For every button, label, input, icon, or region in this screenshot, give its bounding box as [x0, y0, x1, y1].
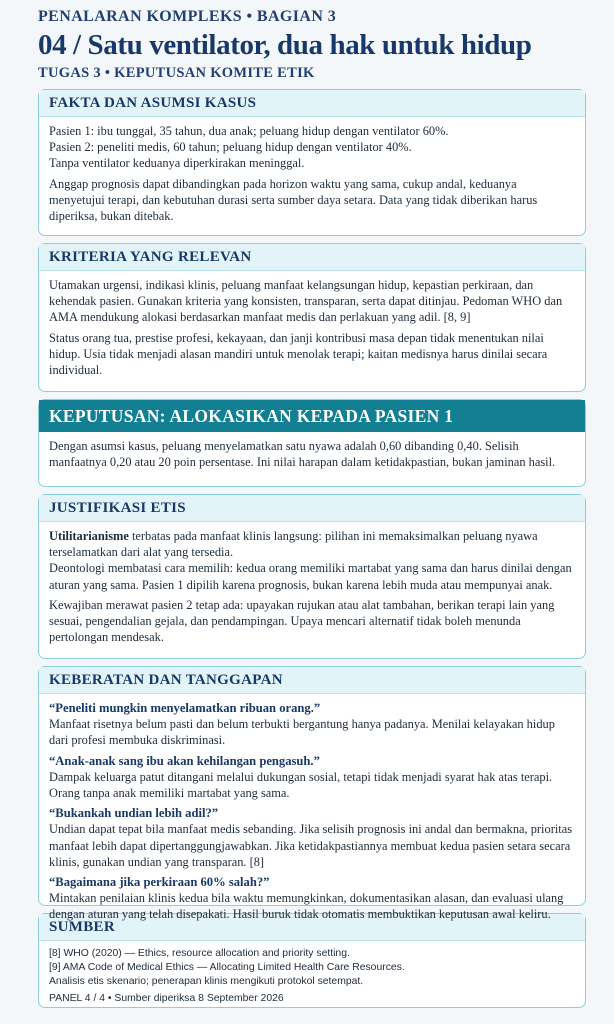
- justification-card: [38, 494, 586, 659]
- criteria-card: [38, 243, 586, 392]
- objection-question: “Bagaimana jika perkiraan 60% salah?”: [49, 875, 270, 890]
- justification-heading: JUSTIFIKASI ETIS: [39, 495, 585, 522]
- justification-paragraph-3: Kewajiban merawat pasien 2 tetap ada: upayakan rujukan atau alat tambahan, berikan terapi lain yang sesuai, pengendalian gejala, dan pendampingan. Upaya mencari alternatif tidak boleh menunda pertolongan mendesak.: [49, 597, 555, 645]
- objections-card: [38, 666, 586, 922]
- source-item: [8] WHO (2020) — Ethics, resource allocation and priority setting.: [49, 948, 350, 959]
- objections-body: [39, 694, 585, 930]
- decision-heading: KEPUTUSAN: ALOKASIKAN KEPADA PASIEN 1: [39, 400, 585, 432]
- source-item: [9] AMA Code of Medical Ethics — Allocating Limited Health Care Resources.: [49, 962, 405, 973]
- objection-question: “Bukankah undian lebih adil?”: [49, 806, 219, 821]
- facts-card: [38, 89, 586, 236]
- panel-footer: PANEL 4 / 4 • Sumber diperiksa 8 September 2026: [49, 993, 284, 1004]
- sources-heading: SUMBER: [39, 914, 585, 941]
- criteria-heading: KRITERIA YANG RELEVAN: [39, 244, 585, 271]
- fact-patient-2: Pasien 2: peneliti medis, 60 tahun; peluang hidup dengan ventilator 40%.: [49, 140, 412, 155]
- utilitarianism-term: Utilitarianisme: [49, 529, 129, 543]
- sources-body: [39, 941, 585, 1013]
- source-note: Analisis etis skenario; penerapan klinis mengikuti protokol setempat.: [49, 976, 364, 987]
- utilitarianism-text: terbatas pada manfaat klinis langsung: pilihan ini memaksimalkan peluang nyawa terselamatkan dari alat yang tersedia.: [49, 529, 538, 560]
- decision-body: [39, 432, 585, 477]
- fact-no-ventilator: Tanpa ventilator keduanya diperkirakan meninggal.: [49, 156, 305, 171]
- objection-question: “Anak-anak sang ibu akan kehilangan pengasuh.”: [49, 753, 320, 768]
- objection-question: “Peneliti mungkin menyelamatkan ribuan orang.”: [49, 701, 321, 715]
- decision-text: Dengan asumsi kasus, peluang menyelamatkan satu nyawa adalah 0,60 dibanding 0,40. Selisih manfaatnya 0,20 atau 20 poin persentase. Ini nilai harapan dalam ketidakpastian, bukan jaminan hasil.: [49, 439, 556, 470]
- fact-patient-1: Pasien 1: ibu tunggal, 35 tahun, dua anak; peluang hidup dengan ventilator 60%.: [49, 124, 449, 138]
- facts-heading: FAKTA DAN ASUMSI KASUS: [39, 90, 585, 117]
- justification-paragraph-1: [49, 528, 575, 560]
- facts-body: [39, 117, 585, 231]
- justification-body: [39, 522, 585, 652]
- objection-answer: Dampak keluarga patut ditangani melalui dukungan sosial, tetapi tidak menjadi syarat hak atas terapi. Orang tanpa anak memiliki martabat yang sama.: [49, 769, 553, 801]
- criteria-paragraph-1: Utamakan urgensi, indikasi klinis, peluang manfaat kelangsungan hidup, kepastian perkiraan, dan kehendak pasien. Gunakan kriteria yang konsisten, transparan, serta dapat ditinjau. Pedoman WHO dan AMA mendukung alokasi berdasarkan manfaat medis dan perlakuan yang adil. [8, 9]: [49, 278, 563, 325]
- objection-answer: Undian dapat tepat bila manfaat medis sebanding. Jika selisih prognosis ini andal dan bermakna, prioritas manfaat lebih dapat dipertanggungjawabkan. Jika ketidakpastiannya membuat kedua pasien setara secara klinis, gunakan undian yang transparan. [8]: [49, 822, 573, 869]
- objection-answer: Manfaat risetnya belum pasti dan belum terbukti bergantung hanya padanya. Menilai kelayakan hidup dari profesi membuka diskriminasi.: [49, 717, 555, 748]
- page-subtitle: TUGAS 3 • KEPUTUSAN KOMITE ETIK: [38, 65, 315, 81]
- objections-heading: KEBERATAN DAN TANGGAPAN: [39, 667, 585, 694]
- objection-answer: Mintakan penilaian klinis kedua bila waktu memungkinkan, dokumentasikan alasan, dan evaluasi ulang dengan aturan yang telah disepakati. Hasil buruk tidak otomatis membuktikan keputusan awal keliru.: [49, 891, 564, 922]
- section-kicker: PENALARAN KOMPLEKS • BAGIAN 3: [38, 8, 337, 25]
- justification-paragraph-2: Deontologi membatasi cara memilih: kedua orang memiliki martabat yang sama dan harus dinilai dengan aturan yang sama. Pasien 1 dipilih karena prognosis, bukan karena lebih muda atau mempunyai anak.: [49, 561, 572, 592]
- criteria-body: [39, 271, 585, 385]
- criteria-paragraph-2: Status orang tua, prestise profesi, kekayaan, dan janji kontribusi masa depan tidak menentukan nilai hidup. Usia tidak menjadi alasan mandiri untuk menolak terapi; kaitan medisnya harus dinilai secara individual.: [49, 330, 548, 378]
- sources-card: [38, 913, 586, 1008]
- fact-assumptions: Anggap prognosis dapat dibandingkan pada horizon waktu yang sama, cukup andal, keduanya menyetujui terapi, dan kebutuhan durasi serta sumber daya setara. Data yang tidak diberikan harus diperiksa, bukan ditebak.: [49, 176, 538, 224]
- decision-card: [38, 399, 586, 487]
- page-title: 04 / Satu ventilator, dua hak untuk hidup: [38, 29, 532, 61]
